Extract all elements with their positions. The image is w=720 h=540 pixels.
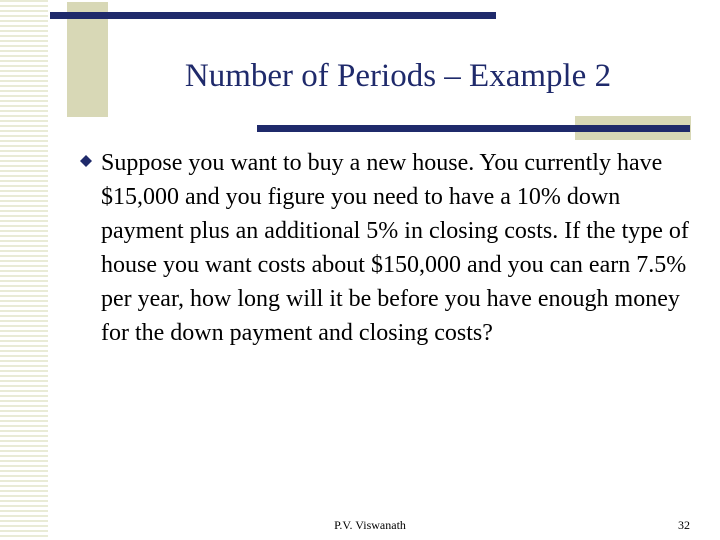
top-accent-block [67, 2, 108, 117]
diamond-bullet-icon [80, 155, 92, 167]
top-rule [50, 12, 496, 19]
bullet-item [80, 146, 690, 350]
page-number: 32 [678, 518, 690, 532]
footer-author: P.V. Viswanath [334, 518, 406, 532]
slide-title: Number of Periods – Example 2 [184, 58, 612, 94]
title-underline-rule [257, 125, 690, 132]
bullet-text: Suppose you want to buy a new house. You currently have $15,000 and you figure you need to have a 10% down payment plus an additional 5% in closing costs. If the type of house you want costs about $150,000 and you can earn 7.5% per year, how long will it be before you have enough money for the down payment and closing costs? [101, 150, 689, 346]
left-stripe-decoration [0, 0, 48, 540]
